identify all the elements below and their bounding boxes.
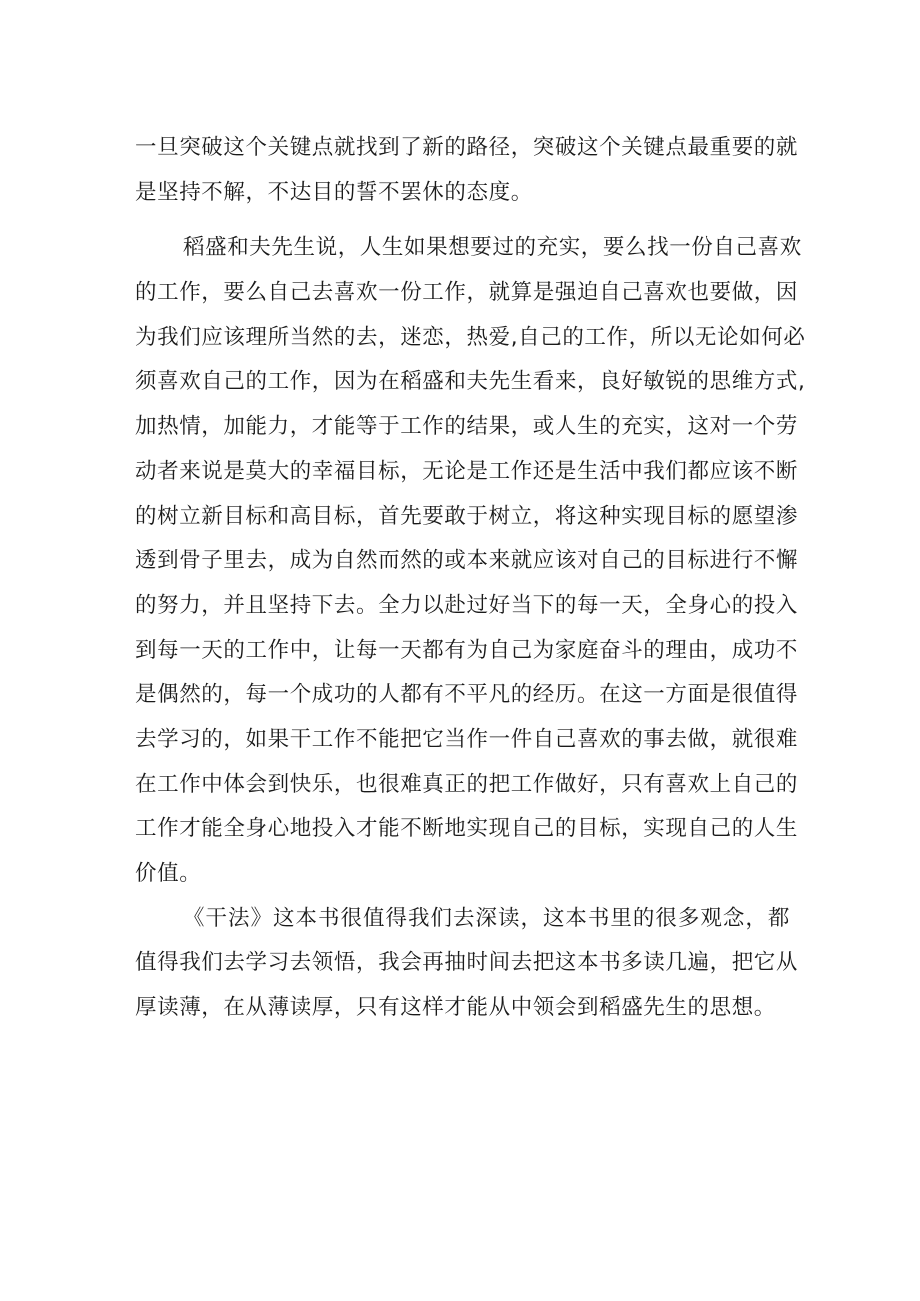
text-line: 是偶然的，每一个成功的人都有不平凡的经历。在这一方面是很值得 bbox=[135, 682, 799, 708]
text-line: 去学习的，如果干工作不能把它当作一件自己喜欢的事去做，就很难 bbox=[135, 726, 799, 752]
text-line: 工作才能全身心地投入才能不断地实现自己的目标，实现自己的人生 bbox=[135, 816, 799, 842]
text-line: 的树立新目标和高目标，首先要敢于树立，将这种实现目标的愿望渗 bbox=[135, 503, 799, 529]
text-line: 的工作，要么自己去喜欢一份工作，就算是强迫自己喜欢也要做，因 bbox=[135, 280, 799, 306]
text-line: 须喜欢自己的工作，因为在稻盛和夫先生看来，良好敏锐的思维方式, bbox=[135, 369, 806, 395]
text-line: 动者来说是莫大的幸福目标，无论是工作还是生活中我们都应该不断 bbox=[135, 458, 799, 484]
text-line: 值得我们去学习去领悟，我会再抽时间去把这本书多读几遍，把它从 bbox=[135, 950, 799, 976]
text-line: 到每一天的工作中，让每一天都有为自己为家庭奋斗的理由，成功不 bbox=[135, 637, 799, 663]
text-line: 的努力，并且坚持下去。全力以赴过好当下的每一天，全身心的投入 bbox=[135, 592, 799, 618]
text-line: 一旦突破这个关键点就找到了新的路径，突破这个关键点最重要的就 bbox=[135, 135, 799, 160]
document-body bbox=[135, 126, 806, 1031]
text-line: 透到骨子里去，成为自然而然的或本来就应该对自己的目标进行不懈 bbox=[135, 548, 799, 574]
text-line: 价值。 bbox=[135, 861, 202, 886]
text-line: 为我们应该理所当然的去，迷恋，热爱,自己的工作，所以无论如何必 bbox=[135, 324, 806, 350]
paragraph-gap bbox=[135, 215, 790, 226]
text-line: 在工作中体会到快乐，也很难真正的把工作做好，只有喜欢上自己的 bbox=[135, 771, 799, 797]
text-line: 厚读薄，在从薄读厚，只有这样才能从中领会到稻盛先生的思想。 bbox=[135, 995, 776, 1021]
text-line: 《干法》这本书很值得我们去深读，这本书里的很多观念，都 bbox=[183, 905, 790, 931]
text-line: 稻盛和夫先生说，人生如果想要过的充实，要么找一份自己喜欢 bbox=[183, 235, 802, 261]
text-line: 是坚持不解，不达目的誓不罢休的态度。 bbox=[135, 179, 533, 205]
text-line: 加热情，加能力，才能等于工作的结果，或人生的充实，这对一个劳 bbox=[135, 414, 799, 440]
